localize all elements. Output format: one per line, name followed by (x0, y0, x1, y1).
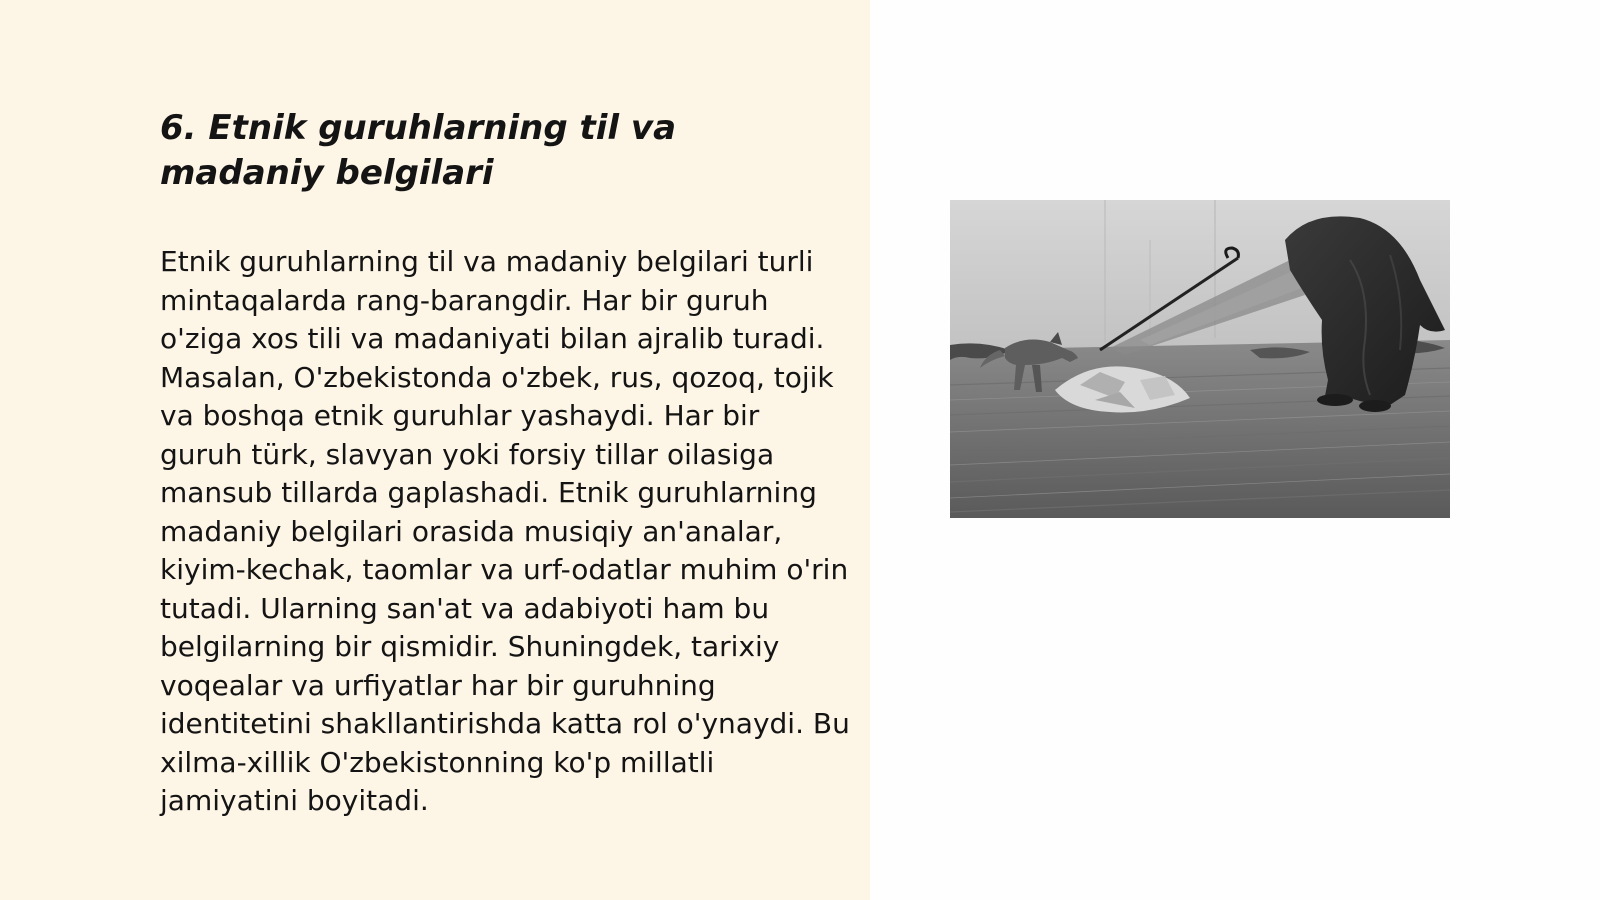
slide-body-text: Etnik guruhlarning til va madaniy belgilari turli mintaqalarda rang-barangdir. Har bir guruh o'ziga xos tili va madaniyati bilan ajralib turadi. Masalan, O'zbekistonda o'zbek, rus, qozoq, tojik va boshqa etnik guruhlar yashaydi. Har bir guruh türk, slavyan yoki forsiy tillar oilasiga mansub tillarda gaplashadi. Etnik guruhlarning madaniy belgilari orasida musiqiy an'analar, kiyim-kechak, taomlar va urf-odatlar muhim o'rin tutadi. Ularning san'at va adabiyoti ham bu belgilarning bir qismidir. Shuningdek, tarixiy voqealar va urfiyatlar har bir guruhning identitetini shakllantirishda katta rol o'ynaydi. Bu xilma-xillik O'zbekistonning ko'p millatli jamiyatini boyitadi. (160, 245, 850, 817)
photo-illustration (950, 200, 1450, 518)
slide-title: 6. Etnik guruhlarning til va madaniy belgilari (160, 108, 677, 193)
black-and-white-photo (950, 200, 1450, 518)
